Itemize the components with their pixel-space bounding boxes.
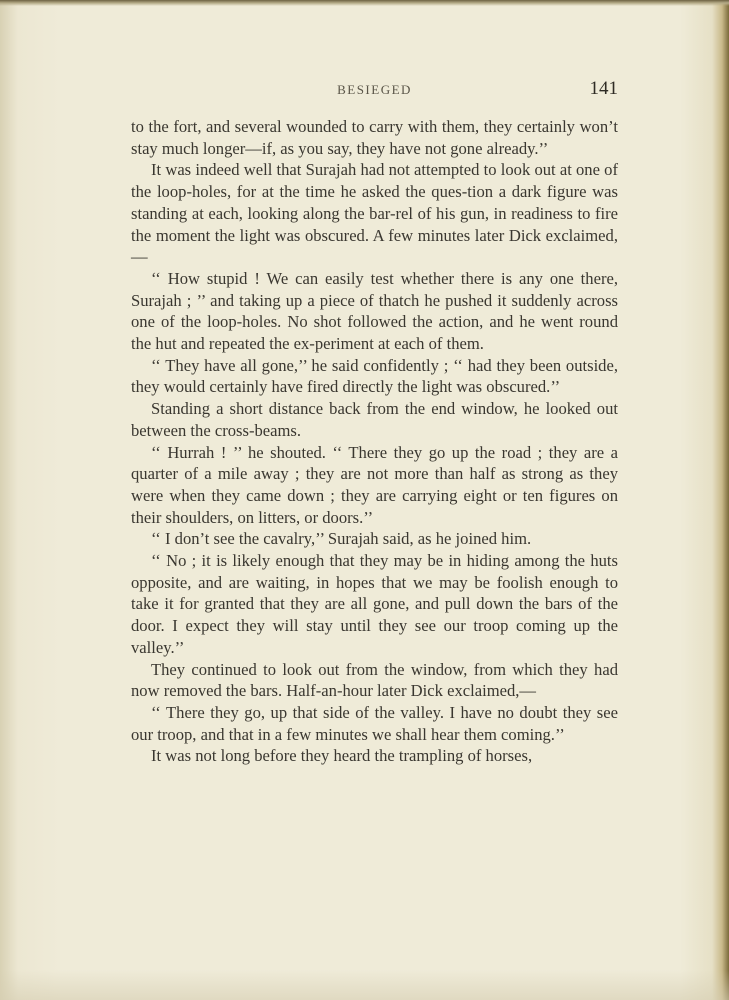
paragraph: Standing a short distance back from the end window, he looked out between the cross-beams. [131,399,618,440]
paragraph: ‘‘ I don’t see the cavalry,’’ Surajah said, as he joined him. [151,529,532,549]
running-title: BESIEGED [337,82,412,97]
page-header [131,78,618,102]
page-top-edge [0,0,729,6]
page-bottom-shade [0,970,729,1000]
paragraph: to the fort, and several wounded to carry with them, they certainly won’t stay much longer—if, as you say, they have not gone already.’’ [131,117,618,158]
page-number: 141 [589,78,618,99]
paragraph: It was indeed well that Surajah had not attempted to look out at one of the loop-holes, for at the time he asked the ques-tion a dark figure was standing at each, looking along the bar-rel of his gun, in readiness to fire the moment the light was obscured. A few minutes later Dick exclaimed,— [131,160,618,267]
paragraph: ‘‘ They have all gone,’’ he said confidently ; ‘‘ had they been outside, they would certainly have fired directly the light was obscured.’’ [131,355,618,397]
body-text [131,116,618,767]
paragraph: ‘‘ No ; it is likely enough that they may be in hiding among the huts opposite, and are waiting, in hopes that we may be foolish enough to take it for granted that they are all gone, and pull down the bars of the door. I expect they will stay until they see our troop coming up the valley.’’ [131,551,618,657]
paragraph: ‘‘ Hurrah ! ’’ he shouted. ‘‘ There they go up the road ; they are a quarter of a mile away ; they are not more than half as strong as they were when they came down ; they are carrying eight or ten figures on their shoulders, on litters, or doors.’’ [131,442,618,527]
paragraph: ‘‘ There they go, up that side of the valley. I have no doubt they see our troop, and that in a few minutes we shall hear them coming.’’ [131,702,618,744]
paragraph: It was not long before they heard the trampling of horses, [151,746,533,766]
paragraph: They continued to look out from the window, from which they had now removed the bars. Half-an-hour later Dick exclaimed,— [131,659,618,701]
paragraph: ‘‘ How stupid ! We can easily test whether there is any one there, Surajah ; ’’ and taking up a piece of thatch he pushed it suddenly across one of the loop-holes. No shot followed the action, and he went round the hut and repeated the ex-periment at each of them. [131,268,618,354]
